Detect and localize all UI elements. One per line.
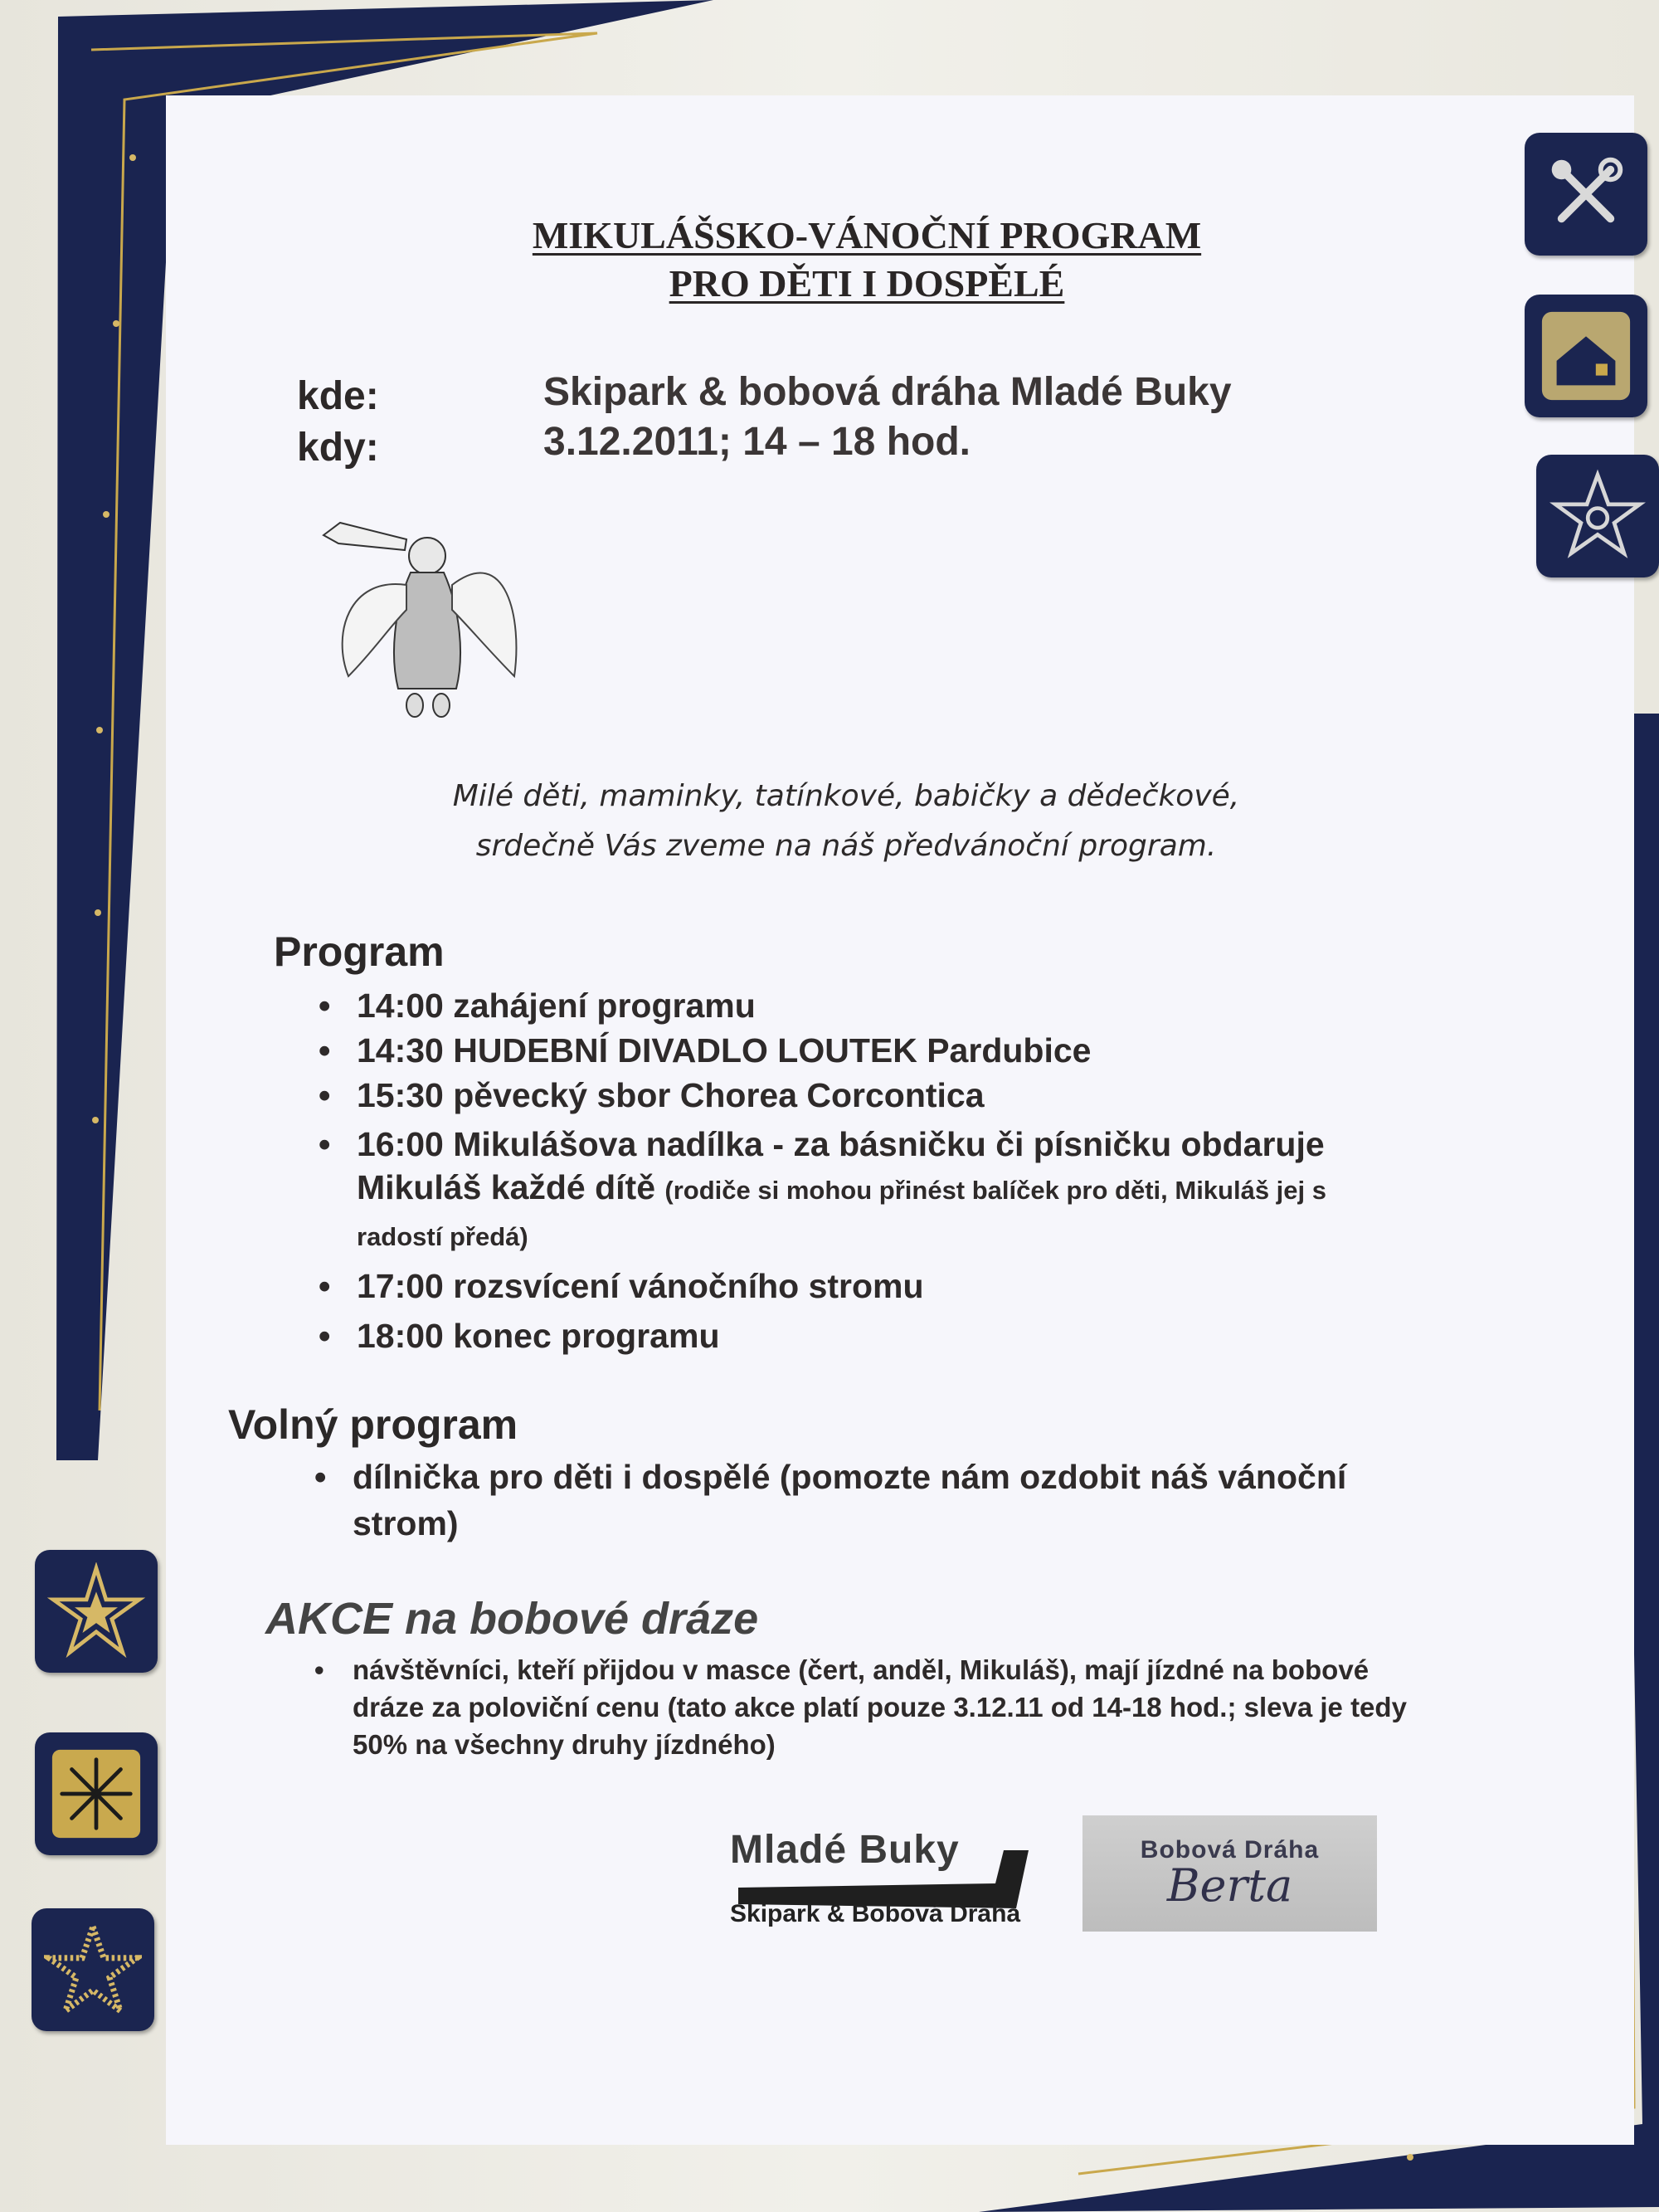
program-heading: Program xyxy=(274,928,445,975)
promo-list xyxy=(314,1651,1431,1763)
promo-heading: AKCE na bobové dráze xyxy=(265,1594,759,1644)
free-program-list xyxy=(314,1454,1389,1547)
logo-berta-title: Bobová Dráha xyxy=(1140,1835,1320,1864)
invitation-line-2: srdečně Vás zveme na náš předvánoční program. xyxy=(475,829,1217,863)
gold-star-icon xyxy=(35,1550,158,1673)
crossed-tools-icon xyxy=(1525,133,1647,256)
logo-buky-title: Mladé Buky xyxy=(730,1828,960,1872)
list-item: • 14:00 zahájení programu xyxy=(319,987,756,1025)
list-item: • návštěvníci, kteří přijdou v masce (čert, anděl, Mikuláš), mají jízdné na bobové dráze za poloviční cenu (tato akce platí pouze 3.12.11 od 14-18 hod.; sleva je tedy 50% na všechny druhy jízdného) xyxy=(314,1654,1407,1760)
list-item: • 18:00 konec programu xyxy=(319,1317,720,1355)
title-line-1: MIKULÁŠSKO-VÁNOČNÍ PROGRAM xyxy=(532,214,1202,256)
house-icon xyxy=(1525,295,1647,417)
list-item: • dílnička pro děti i dospělé (pomozte nám ozdobit náš vánoční strom) xyxy=(314,1458,1347,1542)
logo-buky-subtitle: Skipark & Bobová Dráha xyxy=(730,1900,1021,1927)
list-item: • 15:30 pěvecký sbor Chorea Corcontica xyxy=(319,1076,985,1114)
list-item: • 17:00 rozsvícení vánočního stromu xyxy=(319,1267,924,1305)
trumpet-angel-icon xyxy=(315,510,539,726)
program-note: (rodiče si mohou přinést balíček pro děti, Mikuláš jej s radostí předá) xyxy=(357,1176,1327,1251)
logo-berta-script: Berta xyxy=(1166,1859,1293,1912)
invitation-text xyxy=(348,772,1344,871)
mlade-buky-logo xyxy=(722,1817,1037,1942)
program-list xyxy=(319,983,1418,1358)
where-label: kde: xyxy=(297,374,379,418)
invitation-line-1: Milé děti, maminky, tatínkové, babičky a dědečkové, xyxy=(452,779,1240,813)
free-program-heading: Volný program xyxy=(228,1401,518,1448)
list-item: • 16:00 Mikulášova nadílka - za básničku či písničku obdaruje Mikuláš každé dítě (rodiče si mohou přinést balíček pro děti, Mikuláš jej s radostí předá) xyxy=(319,1125,1327,1251)
spiral-star-icon xyxy=(1536,455,1659,577)
page-title xyxy=(448,212,1286,308)
when-value: 3.12.2011; 14 – 18 hod. xyxy=(543,420,971,464)
list-item: • 14:30 HUDEBNÍ DIVADLO LOUTEK Pardubice xyxy=(319,1031,1092,1069)
title-line-2: PRO DĚTI I DOSPĚLÉ xyxy=(669,262,1065,305)
when-label: kdy: xyxy=(297,426,379,470)
gold-star-outline-icon xyxy=(32,1908,154,2031)
bobova-draha-berta-logo xyxy=(1082,1815,1377,1932)
snowflake-icon xyxy=(35,1732,158,1855)
where-value: Skipark & bobová dráha Mladé Buky xyxy=(543,370,1232,414)
